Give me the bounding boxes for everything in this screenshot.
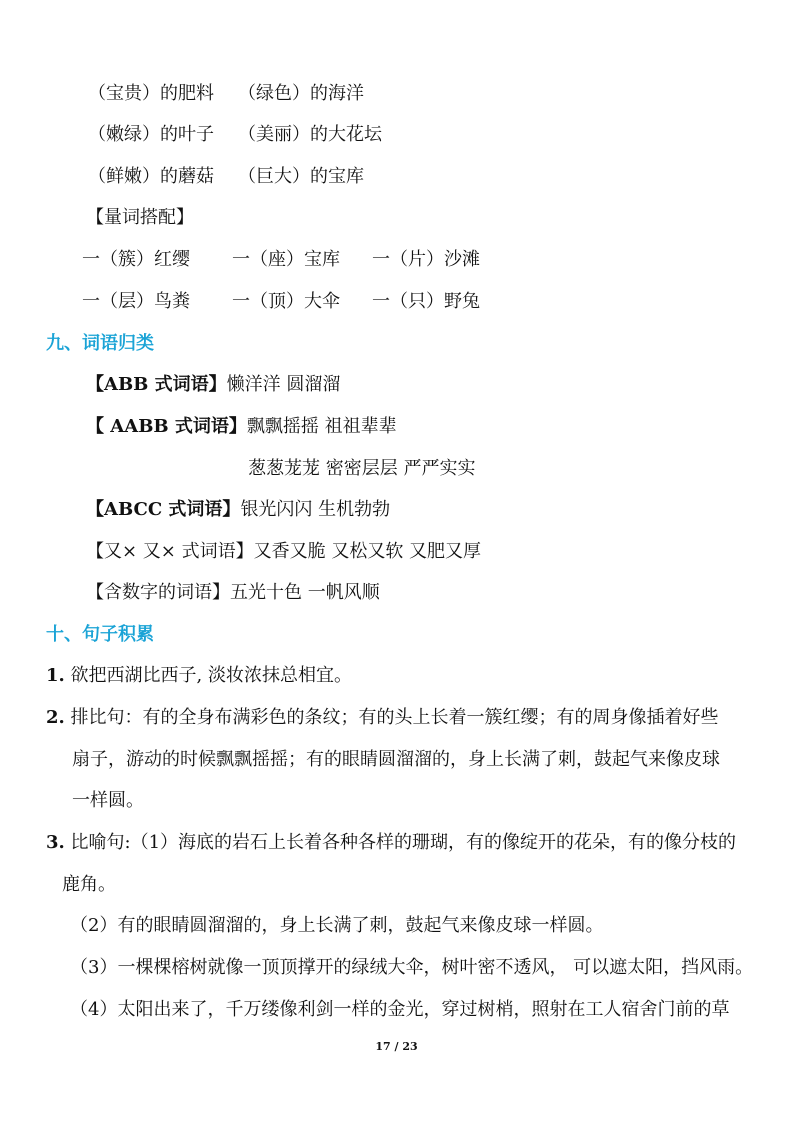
abcc-label: 【ABCC 式词语】 [86,499,241,520]
aabb-words-continued: 葱葱茏茏 密密层层 严严实实 [248,458,476,479]
adj-pair-left: （宝贵）的肥料 [88,83,214,104]
measure-item: 一（顶）大伞 [232,291,340,312]
measure-item: 一（座）宝库 [232,249,340,270]
measure-item: 一（片）沙滩 [372,249,480,270]
measure-item: 一（只）野兔 [372,291,480,312]
abb-label: 【ABB 式词语】 [86,374,227,395]
sentence-3-line-2: 鹿角。 [62,874,116,895]
section-heading-10: 十、句子积累 [46,624,154,645]
adj-pair-row-3 [88,165,364,189]
measure-row-2 [82,290,480,314]
sentence-3-line-1 [46,831,736,855]
sentence-text: 比喻句:（1）海底的岩石上长着各种各样的珊瑚，有的像绽开的花朵，有的像分枝的 [70,832,737,853]
abb-words: 懒洋洋 圆溜溜 [226,374,341,395]
adj-pair-row-1 [88,82,364,106]
sentence-number: 2. [46,707,65,728]
adj-pair-row-2 [88,123,382,147]
you-line [86,540,481,564]
you-words: 又香又脆 又松又软 又肥又厚 [253,541,482,562]
sentence-3-item-3: （3）一棵棵榕树就像一顶顶撑开的绿绒大伞，树叶密不透风， 可以遮太阳，挡风雨。 [70,957,754,978]
abcc-line [86,498,390,522]
sentence-3-item-2: （2）有的眼睛圆溜溜的，身上长满了刺，鼓起气来像皮球一样圆。 [70,915,604,936]
adj-pair-left: （鲜嫩）的蘑菇 [88,166,214,187]
abcc-words: 银光闪闪 生机勃勃 [240,499,391,520]
abb-line [86,373,340,397]
measure-row-1 [82,248,480,272]
aabb-words: 飘飘摇摇 祖祖辈辈 [246,416,397,437]
adj-pair-right: （巨大）的宝库 [238,166,364,187]
measure-item: 一（簇）红缨 [82,249,190,270]
aabb-label: 【 AABB 式词语】 [86,416,247,437]
measure-item: 一（层）鸟粪 [82,291,190,312]
sentence-3-item-4: （4）太阳出来了，千万缕像利剑一样的金光，穿过树梢，照射在工人宿舍门前的草 [70,999,730,1020]
sentence-1 [46,664,352,688]
sentence-text: 欲把西湖比西子, 淡妆浓抹总相宜。 [70,665,352,686]
adj-pair-right: （美丽）的大花坛 [238,124,382,145]
page-number: 17 / 23 [375,1040,418,1053]
number-words-label: 【含数字的词语】 [86,582,230,603]
adj-pair-right: （绿色）的海洋 [238,83,364,104]
number-words: 五光十色 一帆风顺 [230,582,380,603]
sentence-text: 排比句：有的全身布满彩色的条纹；有的头上长着一簇红缨；有的周身像插着好些 [70,707,719,728]
sentence-2-line-2: 扇子，游动的时候飘飘摇摇；有的眼睛圆溜溜的，身上长满了刺，鼓起气来像皮球 [72,749,720,770]
sentence-number: 1. [46,665,65,686]
aabb-line [86,415,397,439]
section-heading-9: 九、词语归类 [46,333,154,354]
number-words-line [86,581,380,605]
sentence-number: 3. [46,832,65,853]
adj-pair-left: （嫩绿）的叶子 [88,124,214,145]
measure-title: 【量词搭配】 [86,207,194,228]
sentence-2-line-3: 一样圆。 [72,790,144,811]
you-label: 【又× 又× 式词语】 [86,541,254,562]
sentence-2-line-1 [46,706,719,730]
